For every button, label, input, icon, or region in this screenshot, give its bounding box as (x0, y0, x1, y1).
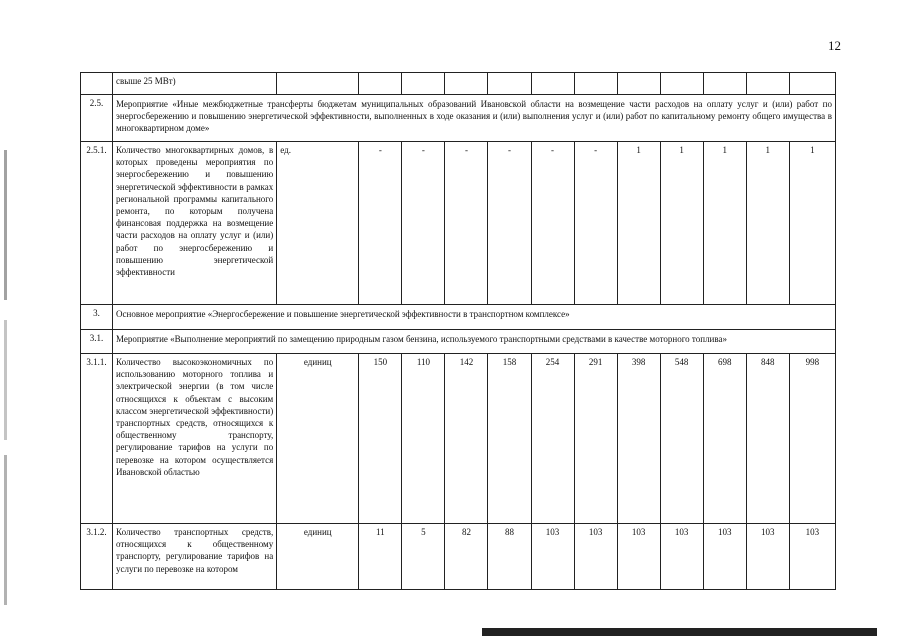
row-number: 3.1. (81, 330, 113, 354)
value-cell: 291 (574, 354, 617, 524)
page-number: 12 (828, 38, 841, 53)
indicator-description: Количество многоквартирных домов, в которых проведены мероприятия по энергосбережению и повышению энергетической эффективности в рамках региональной программы капитального ремонта, по которым получена финансовая поддержка на возмещение части расходов на оплату услуг и (или) работ по энергосбережению и повышению энергетической эффективности (113, 142, 277, 305)
value-cell: 398 (617, 354, 660, 524)
value-cell: 11 (359, 524, 402, 590)
value-cell: - (359, 142, 402, 305)
value-cell: 103 (531, 524, 574, 590)
unit-cell: единиц (277, 354, 359, 524)
value-cell (746, 73, 789, 95)
row-number: 3.1.1. (81, 354, 113, 524)
value-cell: 158 (488, 354, 531, 524)
value-cell: 998 (789, 354, 835, 524)
table-row (81, 305, 836, 330)
row-number: 2.5. (81, 95, 113, 142)
value-cell (574, 73, 617, 95)
value-cell (531, 73, 574, 95)
row-number (81, 73, 113, 95)
value-cell: - (445, 142, 488, 305)
value-cell: - (531, 142, 574, 305)
value-cell (488, 73, 531, 95)
value-cell: 103 (660, 524, 703, 590)
value-cell: 1 (789, 142, 835, 305)
scan-edge-artifact (4, 320, 7, 440)
value-cell (617, 73, 660, 95)
table-row (81, 73, 836, 95)
value-cell: 142 (445, 354, 488, 524)
section-title: Мероприятие «Выполнение мероприятий по замещению природным газом бензина, используемого транспортными средствами в качестве моторного топлива» (113, 330, 836, 354)
value-cell: - (488, 142, 531, 305)
section-title: Мероприятие «Иные межбюджетные трансферты бюджетам муниципальных образований Ивановской области на возмещение части расходов на оплату услуг и (или) работ по энергосбережению и повышению энергетической эффективности, выполненных в ходе оказания и (или) выполнения услуг и (или) работ по капитальному ремонту общего имущества в многоквартирном доме» (113, 95, 836, 142)
value-cell: 82 (445, 524, 488, 590)
value-cell: 110 (402, 354, 445, 524)
value-cell (359, 73, 402, 95)
row-number: 3. (81, 305, 113, 330)
row-number: 2.5.1. (81, 142, 113, 305)
value-cell: 254 (531, 354, 574, 524)
value-cell: 103 (789, 524, 835, 590)
unit-cell: единиц (277, 524, 359, 590)
value-cell: 103 (574, 524, 617, 590)
indicator-description: свыше 25 МВт) (113, 73, 277, 95)
value-cell: 103 (746, 524, 789, 590)
table-row (81, 354, 836, 524)
value-cell (445, 73, 488, 95)
table-row (81, 330, 836, 354)
indicators-table (80, 72, 836, 590)
value-cell: 5 (402, 524, 445, 590)
indicator-description: Количество высокоэкономичных по использованию моторного топлива и электрической энергии (в том числе относящихся к объектам с высоким классом энергетической эффективности) транспортных средств, относящихся к общественному транспорту, регулирование тарифов на услуги по перевозке на котором осуществляется Ивановской областью (113, 354, 277, 524)
value-cell: 1 (617, 142, 660, 305)
value-cell: 848 (746, 354, 789, 524)
value-cell: 548 (660, 354, 703, 524)
value-cell (703, 73, 746, 95)
section-title: Основное мероприятие «Энергосбережение и повышение энергетической эффективности в транспортном комплексе» (113, 305, 836, 330)
scan-bottom-bar (482, 628, 877, 636)
value-cell: 88 (488, 524, 531, 590)
value-cell: 103 (703, 524, 746, 590)
value-cell (402, 73, 445, 95)
unit-cell (277, 73, 359, 95)
value-cell: 1 (703, 142, 746, 305)
value-cell: 1 (746, 142, 789, 305)
row-number: 3.1.2. (81, 524, 113, 590)
table-row (81, 524, 836, 590)
indicator-description: Количество транспортных средств, относящихся к общественному транспорту, регулирование тарифов на услуги по перевозке на котором (113, 524, 277, 590)
value-cell (789, 73, 835, 95)
scan-edge-artifact (4, 150, 7, 300)
value-cell: 698 (703, 354, 746, 524)
value-cell: - (574, 142, 617, 305)
value-cell: 103 (617, 524, 660, 590)
scan-edge-artifact (4, 455, 7, 605)
table-row (81, 142, 836, 305)
value-cell: 150 (359, 354, 402, 524)
value-cell: 1 (660, 142, 703, 305)
value-cell: - (402, 142, 445, 305)
value-cell (660, 73, 703, 95)
unit-cell: ед. (277, 142, 359, 305)
table-row (81, 95, 836, 142)
